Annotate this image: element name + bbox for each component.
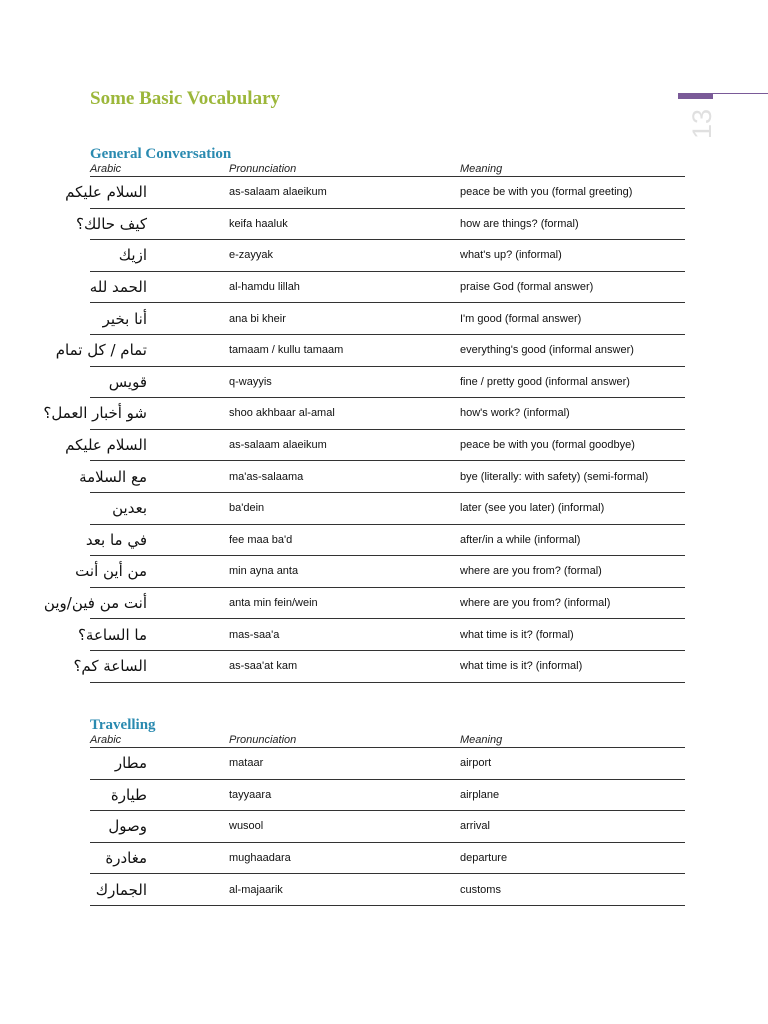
pronunciation-cell: keifa haaluk	[229, 217, 288, 230]
section-title: General Conversation	[90, 146, 232, 162]
table-row	[65, 177, 685, 209]
page-number: 13	[687, 108, 717, 140]
meaning-cell: customs	[460, 883, 501, 896]
arabic-cell: وصول	[108, 817, 147, 836]
table-row	[76, 209, 685, 241]
arabic-cell: الساعة كم؟	[73, 657, 147, 676]
table-row	[90, 780, 685, 812]
meaning-cell: fine / pretty good (informal answer)	[460, 375, 630, 388]
pronunciation-cell: ana bi kheir	[229, 312, 286, 325]
pronunciation-cell: q-wayyis	[229, 375, 272, 388]
meaning-cell: how's work? (informal)	[460, 407, 570, 420]
meaning-cell: I'm good (formal answer)	[460, 312, 582, 325]
table-header	[90, 734, 685, 748]
pronunciation-cell: tamaam / kullu tamaam	[229, 344, 344, 357]
arabic-cell: الجمارك	[95, 880, 147, 899]
pronunciation-cell: mughaadara	[229, 852, 291, 865]
pronunciation-cell: as-salaam alaeikum	[229, 186, 327, 199]
arabic-cell: من أين أنت	[75, 562, 147, 581]
meaning-cell: what time is it? (informal)	[460, 660, 583, 673]
table-row	[77, 619, 685, 651]
table-row	[90, 874, 685, 906]
pronunciation-cell: anta min fein/wein	[229, 597, 318, 610]
meaning-cell: airport	[460, 757, 492, 770]
arabic-cell: شو أخبار العمل؟	[43, 404, 147, 423]
meaning-cell: what's up? (informal)	[460, 249, 562, 262]
meaning-cell: how are things? (formal)	[460, 217, 579, 230]
meaning-cell: peace be with you (formal goodbye)	[460, 439, 635, 452]
meaning-cell: later (see you later) (informal)	[460, 502, 605, 515]
pronunciation-cell: fee maa ba'd	[229, 533, 293, 546]
column-header-pronunciation: Pronunciation	[229, 163, 297, 175]
arabic-cell: كيف حالك؟	[76, 214, 147, 233]
page-accent-bar	[678, 93, 713, 99]
table-row	[90, 843, 685, 875]
table-row	[90, 493, 685, 525]
table-row	[90, 811, 685, 843]
pronunciation-cell: as-salaam alaeikum	[229, 439, 327, 452]
table-row	[75, 556, 685, 588]
arabic-cell: قويس	[108, 372, 147, 391]
pronunciation-cell: mataar	[229, 757, 264, 770]
arabic-cell: بعدين	[112, 499, 147, 518]
arabic-cell: مطار	[114, 754, 147, 773]
arabic-cell: السلام عليكم	[65, 183, 147, 202]
arabic-cell: الحمد لله	[89, 278, 147, 297]
pronunciation-cell: ba'dein	[229, 502, 265, 515]
section-travelling	[90, 716, 685, 906]
table-header	[90, 163, 685, 177]
table-row	[90, 303, 685, 335]
arabic-cell: ازيك	[118, 246, 147, 265]
pronunciation-cell: mas-saa'a	[229, 628, 280, 641]
table-row	[90, 748, 685, 780]
pronunciation-cell: e-zayyak	[229, 249, 274, 262]
arabic-cell: تمام / كل تمام	[55, 341, 147, 360]
section-general-conversation	[43, 145, 685, 683]
pronunciation-cell: wusool	[229, 820, 264, 833]
meaning-cell: everything's good (informal answer)	[460, 344, 634, 357]
table-row	[79, 461, 685, 493]
arabic-cell: السلام عليكم	[65, 436, 147, 455]
pronunciation-cell: min ayna anta	[229, 565, 299, 578]
arabic-cell: أنا بخير	[102, 309, 147, 328]
meaning-cell: departure	[460, 852, 508, 865]
column-header-meaning: Meaning	[460, 734, 503, 746]
pronunciation-cell: as-saa'at kam	[229, 660, 298, 673]
meaning-cell: where are you from? (formal)	[460, 565, 602, 578]
table-row	[43, 398, 685, 430]
meaning-cell: peace be with you (formal greeting)	[460, 186, 633, 199]
page-title: Some Basic Vocabulary	[90, 88, 281, 109]
table-row	[43, 588, 685, 620]
meaning-cell: bye (literally: with safety) (semi-formal)	[460, 470, 649, 483]
section-title: Travelling	[90, 717, 156, 733]
pronunciation-cell: ma'as-salaama	[229, 470, 304, 483]
meaning-cell: what time is it? (formal)	[460, 628, 574, 641]
table-row	[90, 367, 685, 399]
table-row	[90, 272, 685, 304]
column-header-pronunciation: Pronunciation	[229, 734, 297, 746]
meaning-cell: where are you from? (informal)	[460, 597, 611, 610]
pronunciation-cell: shoo akhbaar al-amal	[229, 407, 335, 420]
table-row	[55, 335, 685, 367]
page-accent-line	[713, 93, 768, 94]
table-row	[65, 430, 685, 462]
arabic-cell: أنت من فين/وين	[43, 594, 147, 613]
arabic-cell: في ما بعد	[85, 530, 147, 549]
meaning-cell: after/in a while (informal)	[460, 533, 581, 546]
column-header-arabic: Arabic	[90, 163, 122, 175]
table-row	[73, 651, 685, 683]
pronunciation-cell: tayyaara	[229, 788, 272, 801]
pronunciation-cell: al-hamdu lillah	[229, 281, 300, 294]
arabic-cell: مغادرة	[105, 849, 147, 868]
column-header-arabic: Arabic	[90, 734, 122, 746]
meaning-cell: airplane	[460, 788, 500, 801]
arabic-cell: ما الساعة؟	[77, 625, 147, 644]
arabic-cell: طيارة	[110, 785, 147, 804]
table-row	[85, 525, 685, 557]
table-row	[90, 240, 685, 272]
arabic-cell: مع السلامة	[79, 467, 147, 486]
meaning-cell: arrival	[460, 820, 490, 833]
column-header-meaning: Meaning	[460, 163, 503, 175]
meaning-cell: praise God (formal answer)	[460, 281, 594, 294]
pronunciation-cell: al-majaarik	[229, 883, 283, 896]
